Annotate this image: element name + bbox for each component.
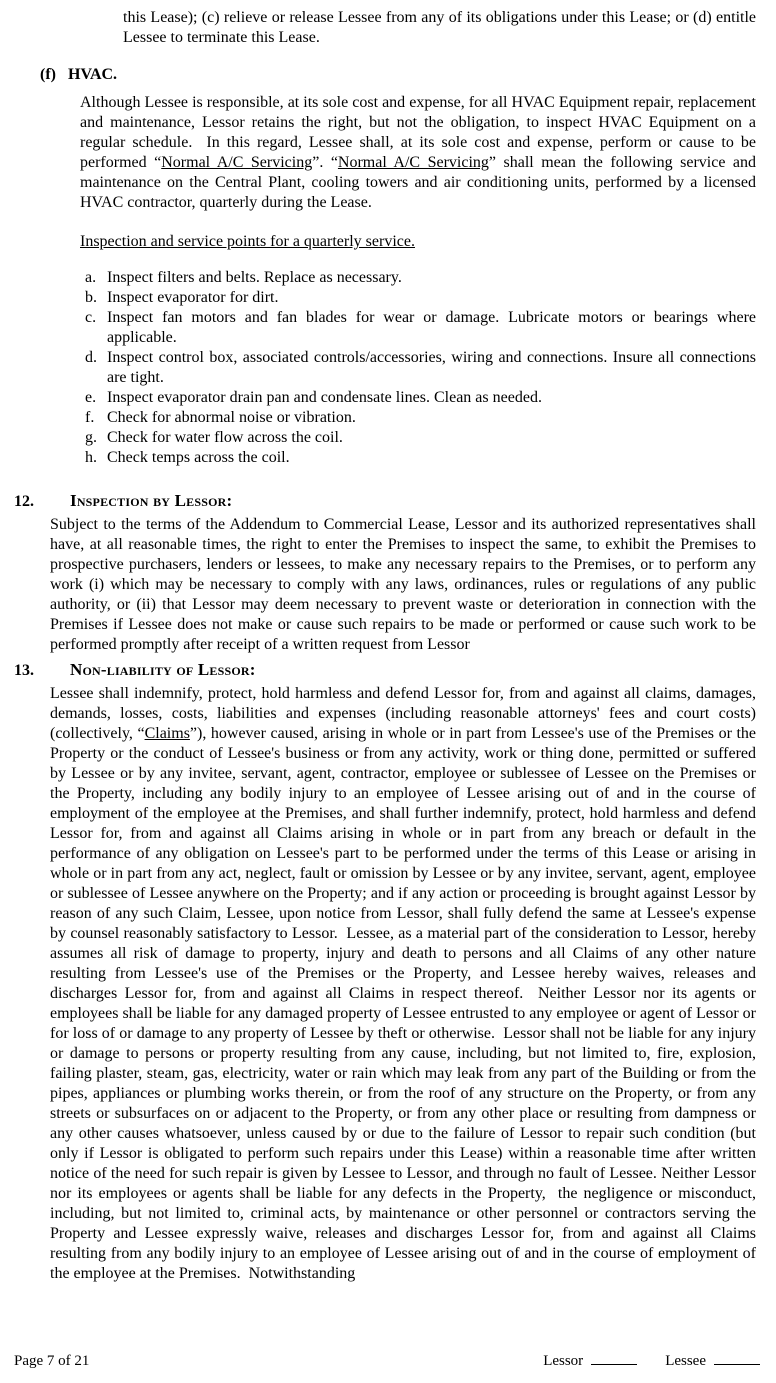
hvac-clause-title: HVAC.	[68, 66, 118, 83]
lessor-initial-label: Lessor	[543, 1353, 584, 1369]
list-item-text: Inspect evaporator drain pan and condensate lines. Clean as needed.	[107, 389, 542, 406]
list-item	[85, 348, 760, 388]
list-item-marker: f.	[85, 409, 95, 426]
section-13-number: 13.	[14, 662, 34, 679]
service-checklist	[85, 268, 760, 468]
list-item-text: Inspect filters and belts. Replace as necessary.	[107, 269, 402, 286]
list-item-marker: h.	[85, 449, 97, 466]
section-13-paragraph	[50, 684, 760, 1284]
list-item	[85, 268, 756, 288]
signature-initial-block	[543, 1351, 760, 1371]
text-run: ” shall mean the following service and maintenance on the Central Plant, cooling towers and air conditioning units, performed by a licensed HVAC contractor, quarterly during the Lease.	[80, 154, 761, 211]
underlined-text: Normal A/C Servicing	[337, 154, 489, 171]
hvac-paragraph	[80, 93, 761, 213]
list-item-text: Check temps across the coil.	[107, 449, 290, 466]
list-item	[85, 388, 756, 408]
inspection-heading	[80, 232, 756, 252]
list-item-text: Inspect control box, associated controls/accessories, wiring and connections. Insure all connections are tight.	[107, 349, 760, 386]
section-12-paragraph: Subject to the terms of the Addendum to Commercial Lease, Lessor and its authorized representatives shall have, at all reasonable times, the right to enter the Premises to inspect the same, to exhibit the Premises to prospective purchasers, lenders or lessees, to make any necessary repairs to the Premises, or to perform any work (i) which may be necessary to comply with any laws, ordinances, rules or regulations of any public authority, or (ii) that Lessor may deem necessary to prevent waste or deterioration in connection with the Premises if Lessee does not make or cause such repairs to be made or performed or cause such work to be performed promptly after receipt of a written request from Lessor	[50, 516, 760, 653]
list-item-text: Check for abnormal noise or vibration.	[107, 409, 356, 426]
text-run: Lessee shall indemnify, protect, hold harmless and defend Lessor for, from and against all claims, damages, demands, losses, costs, liabilities and expenses (including reasonable attorneys' fees and court costs) (collectively, “	[50, 685, 760, 742]
section-12-title: Inspection by Lessor:	[70, 491, 233, 510]
list-item-marker: d.	[85, 349, 97, 366]
underlined-text: Normal A/C Servicing	[161, 154, 313, 171]
hvac-clause-heading	[40, 65, 756, 85]
lessor-initial-line	[591, 1351, 637, 1365]
list-item-marker: g.	[85, 429, 97, 446]
list-item-marker: b.	[85, 289, 97, 306]
lessee-initial-line	[714, 1351, 760, 1365]
section-13-heading	[14, 660, 756, 681]
list-item	[85, 408, 756, 428]
list-item	[85, 308, 760, 348]
list-item	[85, 288, 756, 308]
lessee-initial-label: Lessee	[665, 1353, 706, 1369]
hvac-clause-marker: (f)	[40, 66, 56, 83]
page-number: Page 7 of 21	[14, 1353, 90, 1369]
list-item	[85, 428, 756, 448]
list-item-text: Inspect fan motors and fan blades for wear or damage. Lubricate motors or bearings where applicable.	[107, 309, 760, 346]
list-item-text: Inspect evaporator for dirt.	[107, 289, 279, 306]
section-12-number: 12.	[14, 493, 34, 510]
section-13-title: Non-liability of Lessor:	[70, 660, 256, 679]
list-item-marker: a.	[85, 269, 97, 286]
text-run: Although Lessee is responsible, at its sole cost and expense, for all HVAC Equipment repair, replacement and maintenance, Lessor retains the right, but not the obligation, to inspect HVAC Equipment on a regular schedule. In this regard, Lessee shall, at its sole cost and expense, perform or cause to be performed “	[80, 94, 760, 171]
text-run: ”. “	[312, 154, 338, 171]
continuation-paragraph: this Lease); (c) relieve or release Lessee from any of its obligations under this Lease; or (d) entitle Lessee to terminate this Lease.	[123, 9, 760, 46]
text-run: ”), however caused, arising in whole or in part from Lessee's use of the Premises or the Property or the conduct of Lessee's business or from any activity, work or thing done, permitted or suffered by Lessee or by any invitee, servant, agent, contractor, employee or sublessee of Lessee on the Premises or the Property, including any bodily injury to an employee of Lessee arising out of and in the course of employment of the employee at the Premises, and shall further indemnify, protect, hold harmless and defend Lessor for, from and against all Claims arising in whole or in part from any breach or default in the performance of any obligation on Lessee's part to be performed under the terms of this Lease or arising in whole or in part from any act, neglect, fault or omission by Lessee or by any invitee, servant, agent, employee or sublessee of Lessee anywhere on the Property; and if any action or proceeding is brought against Lessor by reason of any such Claim, Lessee, upon notice from Lessor, shall fully defend the same at Lessee's expense by counsel reasonably satisfactory to Lessor. Lessee, as a material part of the consideration to Lessor, hereby assumes all risk of damage to property, injury and death to persons and all Claims of any other nature resulting from Lessee's use of the Premises or the Property, and Lessee hereby waives, releases and discharges Lessor for, from and against all Claims in respect thereof. Neither Lessor nor its agents or employees shall be liable for any damaged property of Lessee entrusted to any employee or agent of Lessor or for loss of or damage to any property of Lessee by theft or otherwise. Lessor shall not be liable for any injury or damage to persons or property resulting from any cause, including, but not limited to, fire, explosion, failing plaster, steam, gas, electricity, water or rain which may leak from any part of the Building or from the pipes, appliances or plumbing works therein, or from the roof of any structure on the Property, or from any streets or subsurfaces on or adjacent to the Property, or from any other place or resulting from dampness or any other causes whatsoever, unless caused by or due to the failure of Lessor to repair such condition (but only if Lessor is obligated to perform such repairs under this Lease) within a reasonable time after written notice of the need for such repair is given by Lessee to Lessor, and through no fault of Lessee. Neither Lessor nor its employees or agents shall be liable for any defects in the Property, the negligence or misconduct, including, but not limited to, criminal acts, by maintenance or other personnel or contractors serving the Property and Lessee expressly waive, releases and discharges Lessor for, from and against all Claims resulting from any bodily injury to an employee of Lessee arising out of and in the course of employment of the employee at the Premises. Notwithstanding	[50, 725, 760, 1282]
list-item	[85, 448, 756, 468]
list-item-text: Check for water flow across the coil.	[107, 429, 343, 446]
list-item-marker: e.	[85, 389, 97, 406]
list-item-marker: c.	[85, 309, 97, 326]
inspection-heading-text: Inspection and service points for a quarterly service.	[80, 233, 415, 250]
underlined-text: Claims	[144, 725, 190, 742]
section-12-heading	[14, 491, 756, 512]
